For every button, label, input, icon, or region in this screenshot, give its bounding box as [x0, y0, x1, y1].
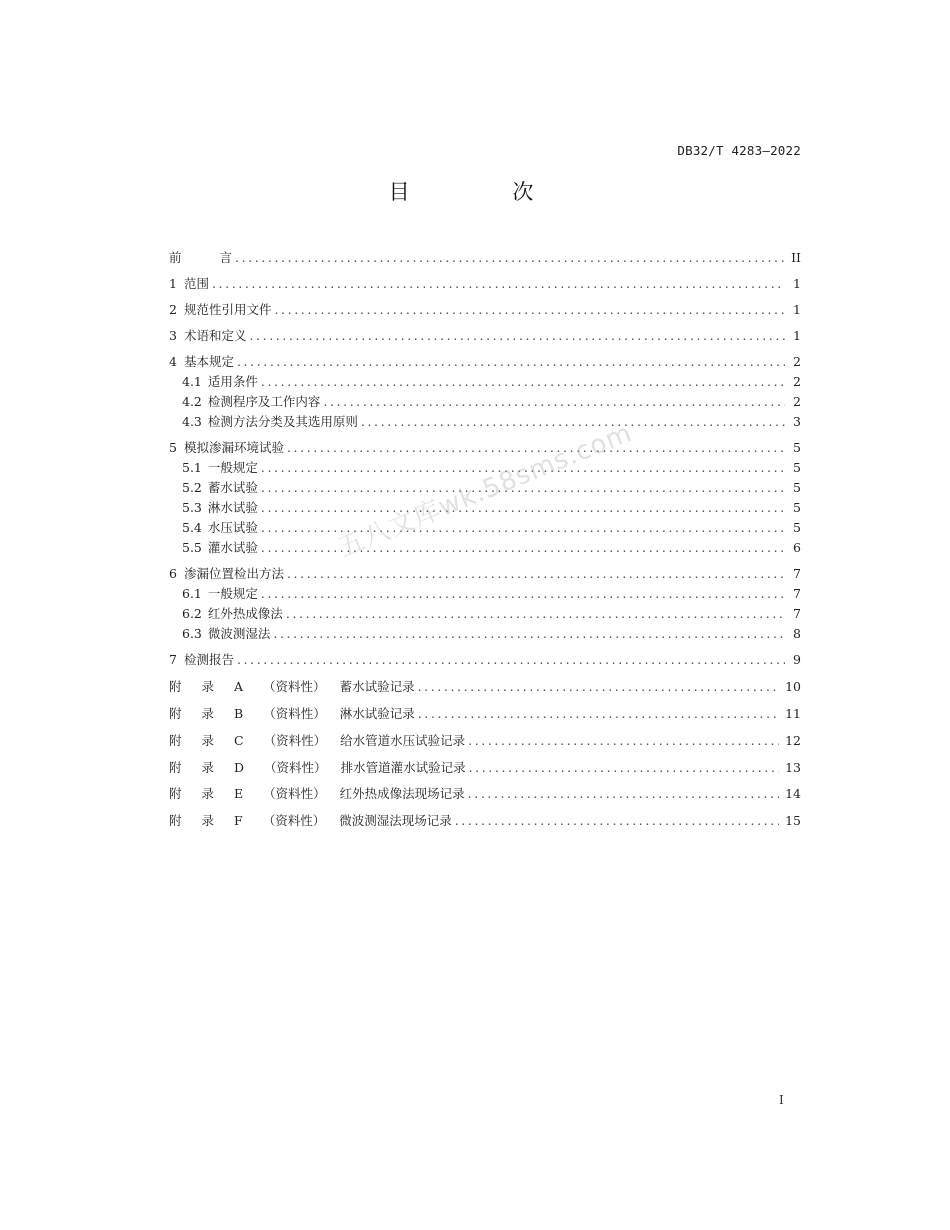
toc-entry-number: 1: [169, 276, 177, 291]
toc-entry-page: 7: [793, 566, 801, 581]
toc-entry-page: 7: [793, 586, 801, 601]
toc-entry-page: 2: [793, 394, 801, 409]
watermark: 五八文库wk.58sms.com: [334, 417, 637, 564]
leader-dots: [418, 704, 779, 724]
toc-entry-label: 水压试验: [207, 520, 258, 535]
leader-dots: [261, 498, 785, 518]
toc-entry-page: 8: [793, 626, 801, 641]
toc-entry-5-4[interactable]: [169, 518, 801, 538]
toc-entry-page: 5: [793, 480, 801, 495]
appendix-word: 附录: [169, 813, 235, 829]
toc-entry-page: 2: [793, 374, 801, 389]
leader-dots: [261, 372, 785, 392]
toc-entry-number: 3: [169, 328, 177, 343]
document-code: DB32/T 4283—2022: [677, 143, 801, 158]
toc-entry-label: 范围: [183, 276, 209, 291]
leader-dots: [237, 650, 785, 670]
toc-entry-number: 6.3: [182, 626, 202, 641]
toc-entry-1[interactable]: [169, 274, 801, 294]
leader-dots: [235, 248, 785, 268]
toc-entry-label: 规范性引用文件: [183, 302, 272, 317]
toc-entry-4-3[interactable]: [169, 412, 801, 432]
toc-entry-number: 4.3: [182, 414, 202, 429]
toc-entry-number: 7: [169, 652, 177, 667]
leader-dots: [286, 604, 785, 624]
toc-entry-label: 淋水试验: [207, 500, 258, 515]
toc-entry-foreword[interactable]: [169, 248, 801, 268]
appendix-word: 附录: [169, 678, 235, 694]
toc-appendix-e[interactable]: [169, 784, 801, 804]
appendix-type: （资料性）: [263, 732, 327, 748]
toc-entry-label: 一般规定: [207, 586, 258, 601]
toc-entry-number: 5.1: [182, 460, 202, 475]
leader-dots: [468, 784, 779, 804]
toc-entry-label: 适用条件: [207, 374, 258, 389]
leader-dots: [323, 392, 785, 412]
toc-entry-6[interactable]: [169, 564, 801, 584]
leader-dots: [361, 412, 785, 432]
toc-entry-number: 6.1: [182, 586, 202, 601]
toc-entry-label: 蓄水试验: [207, 480, 258, 495]
toc-entry-page: 10: [785, 678, 801, 694]
toc-entry-5-5[interactable]: [169, 538, 801, 558]
appendix-title: 微波测湿法现场记录: [339, 813, 452, 829]
toc-entry-page: 9: [793, 652, 801, 667]
toc-appendix-f[interactable]: [169, 811, 801, 831]
leader-dots: [249, 326, 785, 346]
leader-dots: [418, 677, 780, 697]
appendix-title: 红外热成像法现场记录: [339, 786, 465, 802]
toc-entry-label: 言: [219, 250, 233, 265]
toc-entry-label: 灌水试验: [207, 540, 258, 555]
appendix-letter: B: [234, 705, 244, 721]
toc-entry-page: 1: [793, 302, 801, 317]
toc-entry-4[interactable]: [169, 352, 801, 372]
appendix-letter: F: [234, 813, 243, 829]
toc-entry-number: 6: [169, 566, 177, 581]
toc-entry-page: 14: [785, 786, 801, 802]
leader-dots: [237, 352, 785, 372]
toc-entry-6-1[interactable]: [169, 584, 801, 604]
toc-entry-page: 1: [793, 276, 801, 291]
toc-entry-page: 12: [785, 732, 801, 748]
toc-entry-5[interactable]: [169, 438, 801, 458]
toc-entry-page: 5: [793, 520, 801, 535]
page-title: 目 次: [388, 180, 582, 204]
toc-entry-page: II: [791, 250, 801, 265]
appendix-type: （资料性）: [263, 678, 326, 694]
appendix-title: 排水管道灌水试验记录: [340, 759, 466, 775]
toc-entry-page: 1: [793, 328, 801, 343]
leader-dots: [469, 758, 780, 778]
toc-entry-label: 基本规定: [183, 354, 234, 369]
appendix-type: （资料性）: [263, 705, 326, 721]
toc-entry-number: 5.2: [182, 480, 202, 495]
toc-entry-number: 4.2: [182, 394, 202, 409]
toc-entry-4-2[interactable]: [169, 392, 801, 412]
toc-entry-4-1[interactable]: [169, 372, 801, 392]
toc-entry-label: 渗漏位置检出方法: [183, 566, 284, 581]
appendix-title: 蓄水试验记录: [339, 678, 415, 694]
toc-entry-page: 5: [793, 440, 801, 455]
toc-entry-page: 13: [785, 759, 801, 775]
appendix-letter: E: [234, 786, 244, 802]
toc-entry-label: 红外热成像法: [207, 606, 283, 621]
page-number: I: [779, 1093, 784, 1107]
leader-dots: [212, 274, 785, 294]
toc-entry-page: 7: [793, 606, 801, 621]
toc-entry-page: 11: [785, 705, 801, 721]
appendix-title: 给水管道水压试验记录: [340, 732, 466, 748]
appendix-letter: C: [234, 732, 244, 748]
toc-entry-page: 5: [793, 460, 801, 475]
toc-entry-label: 术语和定义: [183, 328, 247, 343]
leader-dots: [273, 624, 785, 644]
toc-entry-label: 微波测湿法: [207, 626, 271, 641]
toc-entry-page: 5: [793, 500, 801, 515]
toc-entry-number: 4: [169, 354, 177, 369]
toc-entry-label: 检测程序及工作内容: [207, 394, 321, 409]
toc-entry-page: 3: [793, 414, 801, 429]
toc-entry-7[interactable]: [169, 650, 801, 670]
toc-entry-number: 5.5: [182, 540, 202, 555]
appendix-word: 附录: [169, 759, 235, 775]
toc-entry-number: 5.3: [182, 500, 202, 515]
toc-entry-page: 2: [793, 354, 801, 369]
toc-entry-number: 6.2: [182, 606, 202, 621]
appendix-type: （资料性）: [263, 786, 326, 802]
toc-entry-label: 一般规定: [207, 460, 258, 475]
appendix-type: （资料性）: [264, 759, 327, 775]
appendix-word: 附录: [169, 786, 235, 802]
toc-entry-number: 5.4: [182, 520, 202, 535]
appendix-title: 淋水试验记录: [339, 705, 415, 721]
appendix-word: 附录: [169, 705, 235, 721]
appendix-letter: D: [234, 759, 245, 775]
appendix-word: 附录: [169, 732, 235, 748]
toc-entry-label: 检测报告: [183, 652, 234, 667]
toc-entry-number: 4.1: [182, 374, 202, 389]
toc-appendix-c[interactable]: [169, 731, 801, 751]
toc-appendix-b[interactable]: [169, 704, 801, 724]
table-of-contents: [169, 248, 801, 831]
toc-entry-label: 模拟渗漏环境试验: [183, 440, 284, 455]
leader-dots: [287, 564, 785, 584]
leader-dots: [455, 811, 779, 831]
appendix-letter: A: [234, 678, 244, 694]
appendix-type: （资料性）: [262, 813, 326, 829]
toc-entry-page: 6: [793, 540, 801, 555]
toc-entry-number: 前: [169, 250, 220, 265]
toc-entry-3[interactable]: [169, 326, 801, 346]
toc-appendix-a[interactable]: [169, 677, 801, 697]
toc-entry-number: 5: [169, 440, 177, 455]
toc-entry-6-3[interactable]: [169, 624, 801, 644]
toc-entry-page: 15: [785, 813, 801, 829]
toc-entry-2[interactable]: [169, 300, 801, 320]
toc-appendix-d[interactable]: [169, 758, 801, 778]
toc-entry-6-2[interactable]: [169, 604, 801, 624]
leader-dots: [468, 731, 779, 751]
leader-dots: [261, 584, 785, 604]
leader-dots: [274, 300, 785, 320]
toc-entry-number: 2: [169, 302, 177, 317]
toc-entry-label: 检测方法分类及其选用原则: [207, 414, 358, 429]
